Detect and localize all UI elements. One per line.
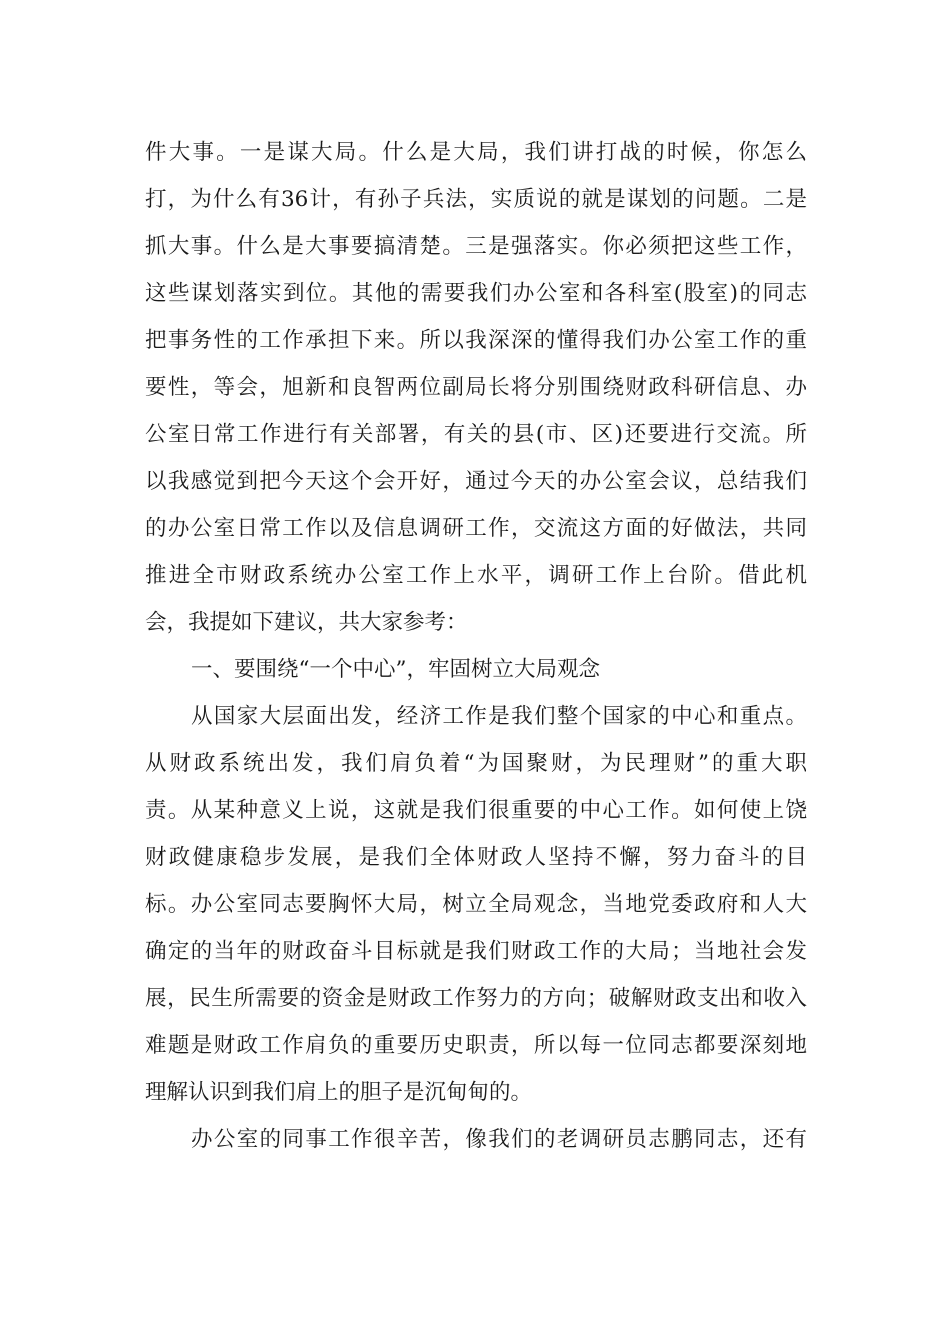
body-line: 推进全市财政系统办公室工作上水平，调研工作上台阶。借此机 — [145, 563, 807, 588]
body-line: 从财政系统出发，我们肩负着“为国聚财，为民理财”的重大职 — [145, 751, 807, 776]
body-line: 会，我提如下建议，共大家参考： — [145, 610, 468, 635]
body-line: 要性，等会，旭新和良智两位副局长将分别围绕财政科研信息、办 — [145, 375, 807, 400]
body-line: 理解认识到我们肩上的胆子是沉甸甸的。 — [145, 1080, 533, 1105]
body-line: 打，为什么有36计，有孙子兵法，实质说的就是谋划的问题。二是 — [145, 187, 807, 212]
body-line: 以我感觉到把今天这个会开好，通过今天的办公室会议，总结我们 — [145, 469, 807, 494]
body-line: 把事务性的工作承担下来。所以我深深的懂得我们办公室工作的重 — [145, 328, 807, 353]
body-line: 展，民生所需要的资金是财政工作努力的方向；破解财政支出和收入 — [145, 986, 807, 1011]
body-line: 这些谋划落实到位。其他的需要我们办公室和各科室(股室)的同志 — [145, 281, 807, 306]
body-line: 标。办公室同志要胸怀大局，树立全局观念，当地党委政府和人大 — [145, 892, 807, 917]
body-line: 件大事。一是谋大局。什么是大局，我们讲打战的时候，你怎么 — [145, 140, 807, 165]
body-line: 难题是财政工作肩负的重要历史职责，所以每一位同志都要深刻地 — [145, 1033, 807, 1058]
body-line: 财政健康稳步发展，是我们全体财政人坚持不懈，努力奋斗的目 — [145, 845, 807, 870]
body-line: 从国家大层面出发，经济工作是我们整个国家的中心和重点。 — [191, 704, 807, 729]
body-line: 责。从某种意义上说，这就是我们很重要的中心工作。如何使上饶 — [145, 798, 807, 823]
body-line: 公室日常工作进行有关部署，有关的县(市、区)还要进行交流。所 — [145, 422, 807, 447]
body-line: 的办公室日常工作以及信息调研工作，交流这方面的好做法，共同 — [145, 516, 807, 541]
body-line: 确定的当年的财政奋斗目标就是我们财政工作的大局；当地社会发 — [145, 939, 807, 964]
body-line: 办公室的同事工作很辛苦，像我们的老调研员志鹏同志，还有 — [191, 1127, 807, 1152]
body-line: 抓大事。什么是大事要搞清楚。三是强落实。你必须把这些工作， — [145, 234, 807, 259]
section-heading: 一、要围绕“一个中心”，牢固树立大局观念 — [191, 657, 600, 682]
